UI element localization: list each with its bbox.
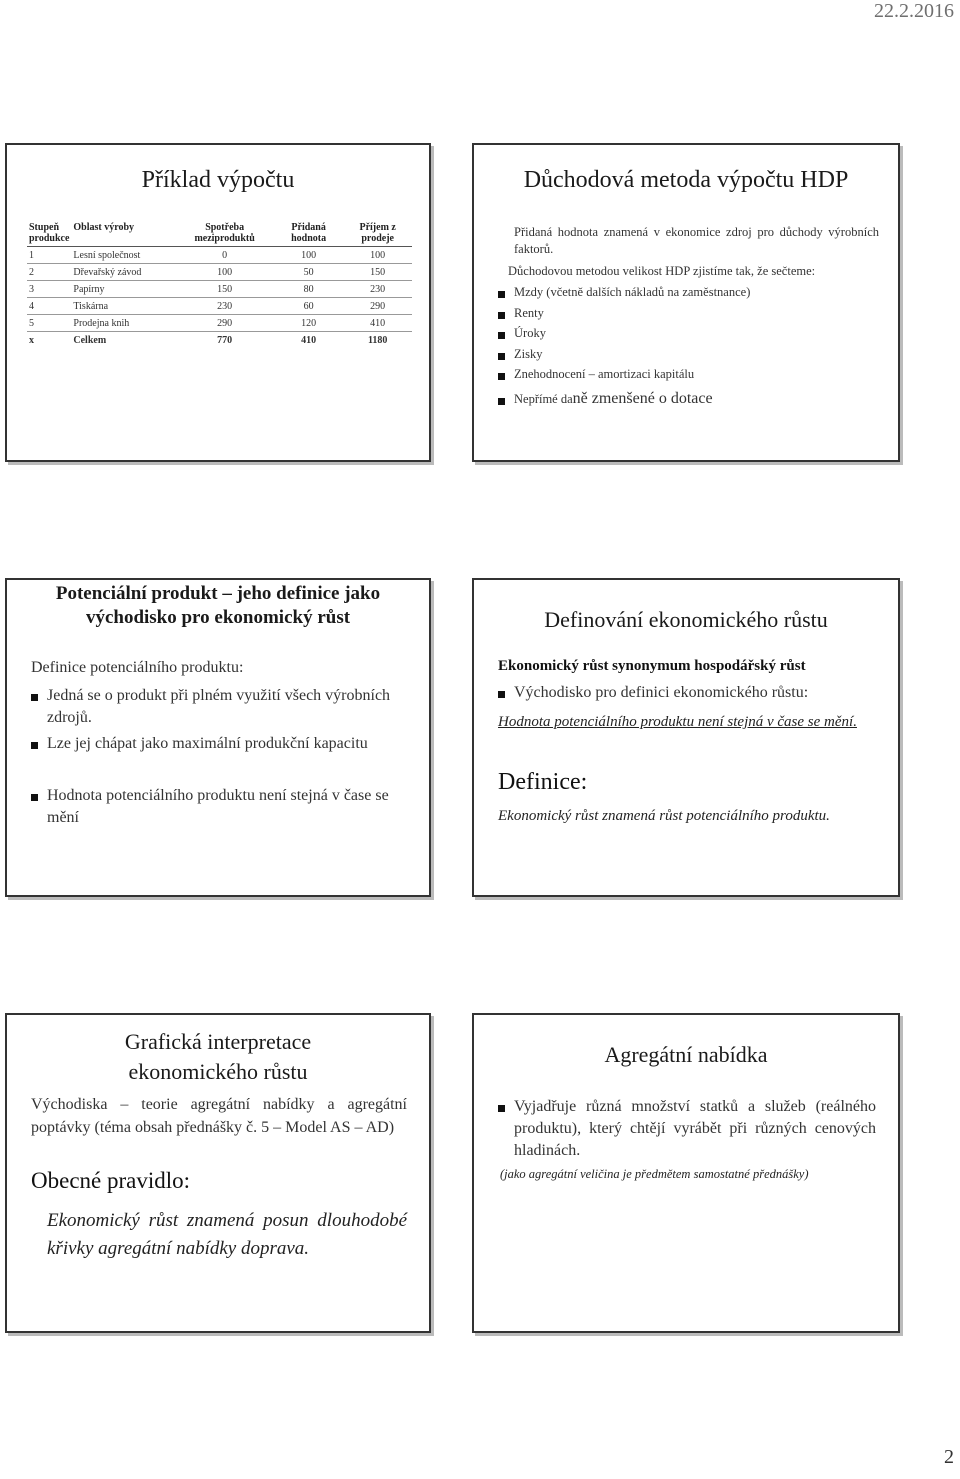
list-item [498, 684, 878, 702]
table-cell: Lesní společnost [71, 247, 175, 264]
list-item-label: Renty [514, 306, 544, 320]
production-table [27, 221, 412, 348]
list-item-label: Hodnota potenciálního produktu není stejná v čase se mění [47, 787, 389, 826]
col-header-stupen: Stupeň produkce [27, 221, 71, 247]
bullet-icon [498, 691, 505, 698]
underlined-statement: Hodnota potenciálního produktu není stejná v čase se mění. [498, 714, 857, 730]
table-row [27, 315, 412, 332]
list-item [498, 306, 878, 324]
table-cell: 230 [175, 298, 274, 315]
table-cell: Prodejna knih [71, 315, 175, 332]
list-item [498, 1096, 876, 1162]
bullet-icon [498, 332, 505, 339]
list-item-label-tail: ně zmenšené o dotace [572, 390, 713, 407]
table-cell: 290 [343, 298, 412, 315]
slide-title: Důchodová metoda výpočtu HDP [523, 167, 849, 193]
table-cell: 120 [274, 315, 343, 332]
page-number: 2 [944, 1446, 954, 1468]
list-item-label: Zisky [514, 347, 543, 361]
table-cell: 60 [274, 298, 343, 315]
slide-title-line: Grafická interpretace [124, 1029, 312, 1054]
slide-potencialni-produkt [5, 578, 431, 897]
subtitle: Ekonomický růst synonymum hospodářský růst [498, 658, 806, 674]
table-cell: 150 [343, 264, 412, 281]
table-cell: 1180 [367, 334, 388, 346]
slide-title-line: východisko pro ekonomický růst [85, 607, 351, 628]
table-row [27, 281, 412, 298]
list-item-label: Znehodnocení – amortizaci kapitálu [514, 367, 695, 381]
table-cell: Celkem [73, 334, 107, 346]
rule-heading: Obecné pravidlo: [31, 1168, 191, 1193]
list-item [498, 285, 878, 303]
table-cell: 100 [175, 264, 274, 281]
slide-title-line: ekonomického růstu [128, 1059, 308, 1084]
table-row-total [27, 332, 412, 349]
table-cell: 80 [274, 281, 343, 298]
table-cell: 410 [343, 315, 412, 332]
list-item-label: Mzdy (včetně dalších nákladů na zaměstnance) [514, 285, 751, 299]
table-cell: 2 [27, 264, 71, 281]
list-item-label: Nepřímé da [514, 392, 573, 406]
bullet-icon [498, 312, 505, 319]
table-cell: Dřevařský závod [71, 264, 175, 281]
table-row [27, 298, 412, 315]
col-header-pridana: Přidaná hodnota [274, 221, 343, 247]
slide-title: Agregátní nabídka [604, 1042, 768, 1067]
bullet-icon [498, 353, 505, 360]
table-row [27, 247, 412, 264]
list-item-label: Východisko pro definici ekonomického růstu: [514, 684, 809, 701]
slide-title [7, 1027, 429, 1087]
table-cell: 1 [27, 247, 71, 264]
list-item [31, 785, 401, 829]
list-item [498, 367, 878, 385]
list-item-label: Jedná se o produkt při plném využití všech výrobních zdrojů. [47, 687, 391, 726]
table-row [27, 264, 412, 281]
intro-text: Definice potenciálního produktu: [31, 659, 244, 676]
date-header: 22.2.2016 [874, 0, 954, 22]
table-cell: 100 [343, 247, 412, 264]
slide-title [7, 582, 429, 630]
bullet-icon [498, 398, 505, 405]
bullet-icon [31, 694, 38, 701]
slide-title-line: Potenciální produkt – jeho definice jako [55, 583, 381, 604]
bullet-icon [498, 291, 505, 298]
table-cell: 770 [217, 334, 233, 346]
col-header-oblast: Oblast výroby [71, 221, 175, 247]
bullet-icon [498, 373, 505, 380]
table-cell: 290 [175, 315, 274, 332]
list-item [31, 733, 371, 755]
slide-title: Příklad výpočtu [141, 167, 295, 193]
slide-definovani-rustu [472, 578, 900, 897]
table-cell: 150 [175, 281, 274, 298]
note-text: (jako agregátní veličina je předmětem samostatné přednášky) [500, 1167, 809, 1181]
table-cell: 3 [27, 281, 71, 298]
list-item [498, 389, 878, 411]
definition-heading: Definice: [498, 769, 588, 795]
table-cell: x [29, 334, 34, 346]
bullet-icon [31, 794, 38, 801]
table-header-row [27, 221, 412, 247]
col-header-prijem: Příjem z prodeje [343, 221, 412, 247]
col-header-spotreba: Spotřeba meziproduktů [175, 221, 274, 247]
table-cell: 50 [274, 264, 343, 281]
list-item-label: Vyjadřuje různá množství statků a služeb (reálného produktu), který chtějí vyrábět při různých cenových hladinách. [514, 1098, 876, 1159]
table-cell: 230 [343, 281, 412, 298]
table-cell: 0 [175, 247, 274, 264]
slide-agregatni-nabidka [472, 1013, 900, 1333]
bullet-icon [31, 742, 38, 749]
table-cell: Papírny [71, 281, 175, 298]
list-item [31, 685, 411, 729]
table-cell: 5 [27, 315, 71, 332]
intro-text: Přidaná hodnota znamená v ekonomice zdroj pro důchody výrobních faktorů. [514, 225, 879, 256]
definition-text: Ekonomický růst znamená růst potenciálního produktu. [498, 808, 830, 824]
slide-duchodova-metoda [472, 143, 900, 462]
slide-graficka-interpretace [5, 1013, 431, 1333]
list-item [498, 326, 878, 344]
slide-priklad-vypoctu [5, 143, 431, 462]
intro-text: Východiska – teorie agregátní nabídky a agregátní poptávky (téma obsah přednášky č. 5 – Model AS – AD) [31, 1096, 407, 1136]
list-item [498, 347, 878, 365]
slide-title: Definování ekonomického růstu [544, 607, 828, 632]
intro-text-2: Důchodovou metodou velikost HDP zjistíme tak, že sečteme: [508, 264, 816, 278]
rule-text: Ekonomický růst znamená posun dlouhodobé křivky agregátní nabídky doprava. [47, 1210, 407, 1259]
bullet-icon [498, 1105, 505, 1112]
table-cell: Tiskárna [71, 298, 175, 315]
table-cell: 4 [27, 298, 71, 315]
list-item-label: Úroky [514, 326, 546, 340]
list-item-label: Lze jej chápat jako maximální produkční kapacitu [47, 735, 368, 752]
table-cell: 100 [274, 247, 343, 264]
table-cell: 410 [301, 334, 317, 346]
